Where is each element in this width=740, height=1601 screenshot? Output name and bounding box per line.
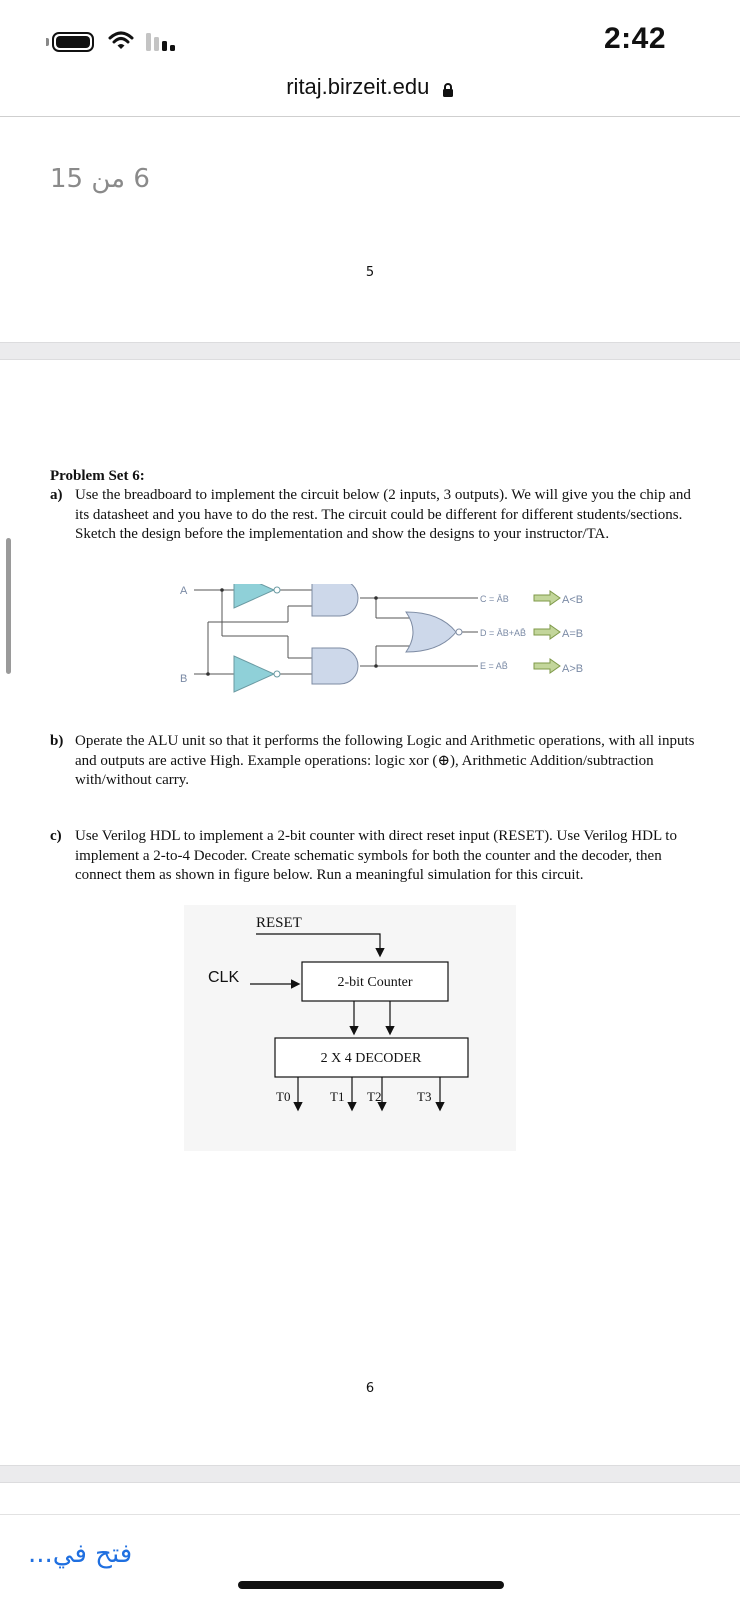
- bottom-toolbar: [0, 1514, 740, 1601]
- counter-decoder-diagram: [184, 905, 516, 1151]
- status-bar: [0, 0, 740, 84]
- comparator-circuit-diagram: [178, 584, 618, 696]
- arrow-icon: [534, 625, 560, 639]
- arrow-icon: [534, 591, 560, 605]
- address-bar-divider: [0, 116, 740, 117]
- arrow-icon: [534, 659, 560, 673]
- open-in-button[interactable]: فتح في...: [28, 1539, 133, 1569]
- lock-icon: [442, 82, 454, 98]
- home-indicator[interactable]: [238, 1581, 504, 1589]
- battery-nub: [46, 38, 49, 46]
- page-number-current: 6: [365, 1381, 375, 1396]
- item-marker: b): [50, 733, 64, 749]
- input-a-label: A: [180, 585, 188, 597]
- input-b-label: B: [180, 673, 188, 685]
- item-text: Use Verilog HDL to implement a 2-bit counter with direct reset input (RESET). Use Verilog HDL to implement a 2-to-4 Decoder. Create schematic symbols for both the counter and the decoder, then connect them as shown in figure below. Run a meaningful simulation for this circuit.: [75, 828, 677, 883]
- output-t2: T2: [367, 1089, 382, 1104]
- page-separator: [0, 342, 740, 360]
- output-c-label: C = ĀB: [480, 594, 509, 604]
- item-marker: a): [50, 487, 63, 503]
- output-d-label: D = ĀB+AB̄: [480, 628, 527, 638]
- address-bar[interactable]: [0, 74, 740, 114]
- wifi-icon: [108, 30, 134, 52]
- scroll-indicator[interactable]: [6, 538, 11, 674]
- battery-icon: [52, 32, 94, 52]
- url-text[interactable]: ritaj.birzeit.edu: [286, 74, 430, 99]
- page-separator: [0, 1465, 740, 1483]
- decoder-label: 2 X 4 DECODER: [320, 1051, 422, 1066]
- result-equal-label: A=B: [562, 628, 584, 640]
- page-number-prev: 5: [365, 265, 375, 280]
- output-t3: T3: [417, 1089, 432, 1104]
- clock: 2:42: [603, 22, 666, 55]
- result-greater-label: A>B: [562, 663, 584, 675]
- cellular-signal-icon: [146, 31, 180, 53]
- output-t1: T1: [330, 1089, 345, 1104]
- output-t0: T0: [276, 1089, 291, 1104]
- counter-label: 2-bit Counter: [337, 975, 413, 990]
- item-text: Use the breadboard to implement the circuit below (2 inputs, 3 outputs). We will give you the chip and its datasheet and you have to do the rest. The circuit could be different for different students/sections. Sketch the design before the implementation and show the designs to your instructor/TA.: [75, 487, 691, 542]
- problem-set-heading: Problem Set 6:: [50, 468, 145, 484]
- output-e-label: E = AB̄: [480, 661, 508, 671]
- item-text: Operate the ALU unit so that it performs the following Logic and Arithmetic operations, with all inputs and outputs are active High. Example operations: logic xor (⊕), Arithmetic Addition/subtraction with/without carry.: [75, 733, 695, 788]
- reset-label: RESET: [256, 915, 302, 931]
- result-less-label: A<B: [562, 594, 584, 606]
- clk-label: CLK: [208, 969, 240, 986]
- page-counter: 6 من 15: [50, 164, 150, 194]
- item-marker: c): [50, 828, 62, 844]
